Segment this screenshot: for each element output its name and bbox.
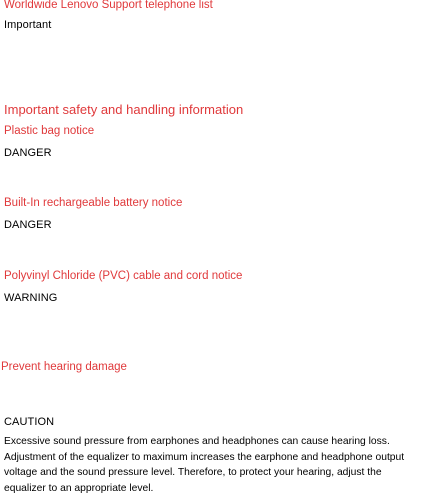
support-list-heading: Worldwide Lenovo Support telephone list bbox=[4, 0, 213, 11]
hearing-heading: Prevent hearing damage bbox=[1, 361, 127, 373]
safety-heading: Important safety and handling information bbox=[4, 102, 244, 117]
battery-label: DANGER bbox=[4, 219, 52, 231]
hearing-label: CAUTION bbox=[4, 416, 55, 428]
hearing-paragraph: Excessive sound pressure from earphones and headphones can cause hearing loss. Adjustment of the equalizer to maximum increases the earphone and headphone output voltage and the sound pressure level. Therefore, to protect your hearing, adjust the equalizer to an appropriate level. bbox=[4, 436, 405, 494]
support-list-label: Important bbox=[4, 19, 52, 31]
plastic-bag-label: DANGER bbox=[4, 147, 52, 159]
pvc-heading: Polyvinyl Chloride (PVC) cable and cord notice bbox=[4, 270, 243, 282]
plastic-bag-heading: Plastic bag notice bbox=[4, 125, 95, 137]
battery-heading: Built-In rechargeable battery notice bbox=[4, 197, 183, 209]
pvc-label: WARNING bbox=[4, 292, 58, 304]
